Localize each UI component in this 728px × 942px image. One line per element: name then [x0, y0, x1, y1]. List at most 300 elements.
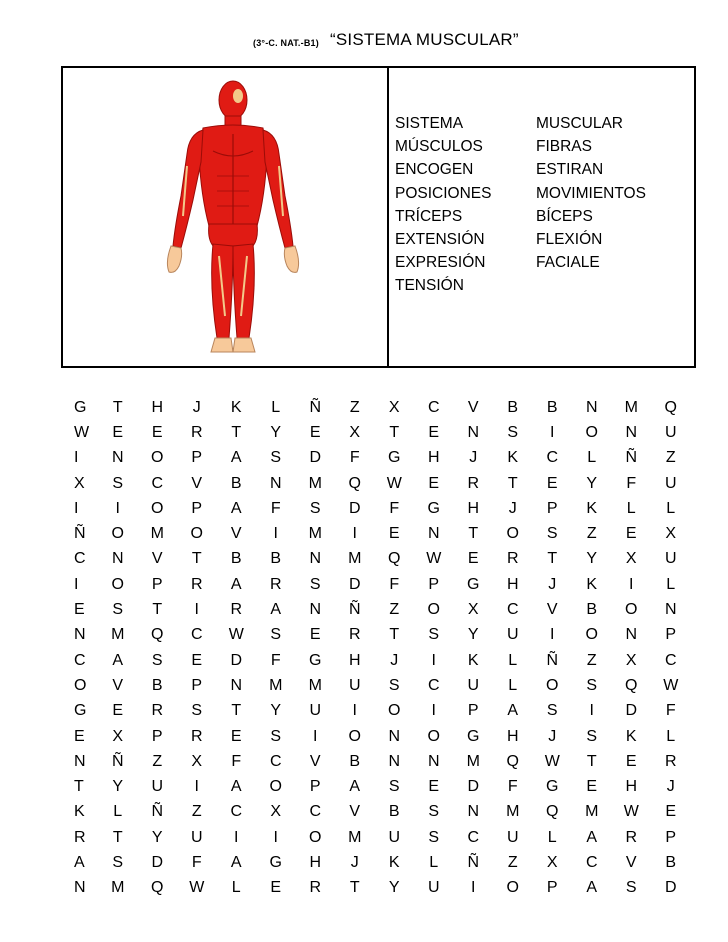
- grid-letter: K: [230, 398, 242, 416]
- grid-letter: Y: [270, 702, 282, 720]
- grid-letter: Z: [389, 601, 400, 619]
- grid-letter: T: [507, 474, 518, 492]
- grid-letter: E: [230, 727, 242, 745]
- grid-letter: F: [270, 651, 281, 669]
- grid-letter: N: [388, 727, 401, 745]
- grid-row: [62, 496, 698, 521]
- grid-letter: V: [349, 803, 361, 821]
- grid-letter: M: [308, 676, 322, 694]
- grid-letter: P: [309, 778, 321, 796]
- grid-letter: R: [664, 752, 677, 770]
- grid-letter: R: [269, 575, 282, 593]
- grid-letter: B: [388, 803, 400, 821]
- grid-letter: D: [230, 651, 243, 669]
- grid-letter: D: [625, 702, 638, 720]
- grid-letter: I: [194, 601, 199, 619]
- grid-letter: I: [234, 828, 239, 846]
- grid-letter: Z: [507, 853, 518, 871]
- grid-letter: V: [151, 550, 163, 568]
- grid-letter: S: [586, 676, 598, 694]
- grid-letter: P: [546, 879, 558, 897]
- grid-letter: U: [348, 676, 361, 694]
- grid-letter: Ñ: [151, 803, 164, 821]
- grid-letter: I: [550, 423, 555, 441]
- grid-letter: E: [665, 803, 677, 821]
- grid-letter: C: [546, 449, 559, 467]
- grid-letter: O: [388, 702, 401, 720]
- grid-letter: X: [665, 525, 677, 543]
- grid-letter: N: [111, 449, 124, 467]
- grid-letter: E: [270, 879, 282, 897]
- grid-letter: N: [269, 474, 282, 492]
- word-search-grid: [62, 395, 698, 901]
- grid-letter: O: [269, 778, 282, 796]
- grid-letter: K: [388, 853, 400, 871]
- grid-letter: Ñ: [546, 651, 559, 669]
- word-list-item: BÍCEPS: [536, 207, 593, 225]
- grid-row: [62, 850, 698, 875]
- word-list-pane: [389, 68, 694, 366]
- grid-letter: S: [546, 525, 558, 543]
- grid-letter: F: [626, 474, 637, 492]
- grid-letter: I: [313, 727, 318, 745]
- grid-letter: H: [427, 449, 440, 467]
- grid-letter: O: [309, 828, 322, 846]
- grid-letter: Y: [388, 879, 400, 897]
- grid-letter: O: [506, 525, 519, 543]
- grid-row: [62, 395, 698, 420]
- grid-letter: L: [547, 828, 557, 846]
- grid-letter: O: [585, 626, 598, 644]
- grid-letter: I: [471, 879, 476, 897]
- grid-letter: B: [230, 474, 242, 492]
- grid-letter: V: [112, 676, 124, 694]
- grid-letter: G: [269, 853, 282, 871]
- grid-row: [62, 623, 698, 648]
- grid-letter: R: [506, 550, 519, 568]
- grid-letter: J: [548, 575, 557, 593]
- word-list-item: MÚSCULOS: [395, 138, 483, 156]
- grid-letter: L: [508, 676, 518, 694]
- grid-letter: Z: [586, 651, 597, 669]
- word-list-item: FIBRAS: [536, 138, 592, 156]
- grid-letter: Q: [546, 803, 559, 821]
- grid-letter: M: [466, 752, 480, 770]
- grid-letter: K: [74, 803, 85, 821]
- illustration-pane: [63, 68, 387, 366]
- grid-letter: U: [664, 423, 677, 441]
- course-code: (3°-C. NAT.-B1): [253, 38, 319, 48]
- grid-row: [62, 471, 698, 496]
- grid-letter: F: [389, 499, 400, 517]
- grid-letter: B: [507, 398, 519, 416]
- grid-letter: S: [546, 702, 558, 720]
- grid-letter: O: [190, 525, 203, 543]
- grid-letter: O: [506, 879, 519, 897]
- grid-letter: M: [111, 879, 125, 897]
- grid-letter: C: [467, 828, 480, 846]
- grid-letter: T: [547, 550, 558, 568]
- grid-letter: X: [625, 651, 637, 669]
- grid-letter: S: [270, 727, 282, 745]
- grid-letter: F: [191, 853, 202, 871]
- grid-letter: E: [428, 423, 440, 441]
- grid-letter: T: [231, 702, 242, 720]
- grid-letter: W: [623, 803, 639, 821]
- grid-letter: N: [74, 879, 86, 897]
- grid-letter: U: [467, 676, 480, 694]
- grid-letter: R: [625, 828, 638, 846]
- grid-letter: Z: [586, 525, 597, 543]
- grid-letter: Z: [349, 398, 360, 416]
- grid-row: [62, 547, 698, 572]
- grid-letter: R: [230, 601, 243, 619]
- grid-letter: Y: [112, 778, 124, 796]
- grid-letter: U: [388, 828, 401, 846]
- grid-letter: L: [231, 879, 241, 897]
- grid-letter: O: [625, 601, 638, 619]
- grid-letter: I: [629, 575, 634, 593]
- grid-letter: Ñ: [111, 752, 124, 770]
- grid-letter: G: [74, 398, 87, 416]
- word-list-item: ESTIRAN: [536, 161, 604, 179]
- grid-letter: C: [190, 626, 203, 644]
- worksheet-header: [0, 28, 728, 58]
- grid-letter: F: [349, 449, 360, 467]
- grid-row: [62, 648, 698, 673]
- grid-letter: Ñ: [467, 853, 480, 871]
- grid-letter: T: [112, 828, 123, 846]
- grid-letter: L: [587, 449, 597, 467]
- grid-letter: A: [74, 853, 85, 871]
- grid-letter: D: [664, 879, 677, 897]
- grid-letter: O: [427, 601, 440, 619]
- grid-letter: W: [544, 752, 560, 770]
- grid-row: [62, 521, 698, 546]
- word-list-item: FACIALE: [536, 254, 600, 272]
- grid-letter: T: [349, 879, 360, 897]
- grid-letter: A: [112, 651, 124, 669]
- grid-letter: B: [546, 398, 558, 416]
- grid-letter: U: [309, 702, 322, 720]
- grid-letter: O: [348, 727, 361, 745]
- grid-letter: D: [348, 575, 361, 593]
- grid-letter: V: [546, 601, 558, 619]
- grid-letter: E: [309, 626, 321, 644]
- grid-letter: X: [270, 803, 282, 821]
- grid-letter: R: [348, 626, 361, 644]
- grid-letter: I: [589, 702, 594, 720]
- grid-letter: A: [230, 575, 242, 593]
- grid-row: [62, 876, 698, 901]
- grid-letter: G: [546, 778, 559, 796]
- grid-letter: L: [508, 651, 518, 669]
- grid-letter: S: [428, 803, 440, 821]
- grid-row: [62, 825, 698, 850]
- grid-letter: U: [151, 778, 164, 796]
- grid-letter: X: [625, 550, 637, 568]
- grid-letter: T: [152, 601, 163, 619]
- grid-letter: X: [191, 752, 203, 770]
- grid-letter: H: [506, 727, 519, 745]
- grid-letter: I: [352, 525, 357, 543]
- grid-letter: U: [664, 474, 677, 492]
- grid-letter: H: [309, 853, 322, 871]
- grid-letter: M: [585, 803, 599, 821]
- grid-letter: Q: [625, 676, 638, 694]
- grid-letter: I: [352, 702, 357, 720]
- word-list-row: [395, 205, 646, 228]
- grid-letter: N: [388, 752, 401, 770]
- word-list-row: [395, 228, 646, 251]
- grid-letter: O: [111, 525, 124, 543]
- word-list-item: EXTENSIÓN: [395, 231, 485, 249]
- grid-letter: S: [309, 499, 321, 517]
- grid-letter: S: [586, 727, 598, 745]
- grid-letter: I: [273, 525, 278, 543]
- grid-letter: D: [309, 449, 322, 467]
- grid-letter: T: [74, 778, 84, 796]
- grid-letter: A: [349, 778, 361, 796]
- grid-letter: L: [666, 727, 676, 745]
- grid-letter: Y: [586, 474, 598, 492]
- word-list-item: FLEXIÓN: [536, 231, 603, 249]
- grid-letter: S: [191, 702, 203, 720]
- grid-letter: B: [270, 550, 282, 568]
- grid-letter: M: [269, 676, 283, 694]
- grid-letter: W: [189, 879, 205, 897]
- grid-letter: S: [428, 828, 440, 846]
- grid-letter: I: [273, 828, 278, 846]
- grid-letter: X: [74, 474, 85, 492]
- grid-letter: G: [309, 651, 322, 669]
- grid-letter: V: [625, 853, 637, 871]
- grid-letter: A: [230, 499, 242, 517]
- grid-letter: P: [191, 449, 203, 467]
- grid-letter: O: [151, 449, 164, 467]
- grid-letter: E: [388, 525, 400, 543]
- grid-row: [62, 800, 698, 825]
- grid-letter: L: [113, 803, 123, 821]
- grid-letter: M: [308, 525, 322, 543]
- grid-letter: M: [624, 398, 638, 416]
- grid-letter: S: [112, 601, 124, 619]
- grid-letter: E: [546, 474, 558, 492]
- grid-letter: K: [507, 449, 519, 467]
- grid-letter: E: [74, 727, 85, 745]
- grid-letter: M: [111, 626, 125, 644]
- grid-letter: E: [625, 525, 637, 543]
- grid-letter: N: [74, 626, 86, 644]
- grid-letter: S: [270, 626, 282, 644]
- grid-letter: V: [191, 474, 203, 492]
- grid-letter: L: [271, 398, 281, 416]
- grid-letter: E: [586, 778, 598, 796]
- grid-letter: R: [309, 879, 322, 897]
- grid-letter: N: [664, 601, 677, 619]
- grid-letter: X: [112, 727, 124, 745]
- grid-letter: T: [231, 423, 242, 441]
- grid-letter: R: [151, 702, 164, 720]
- grid-row: [62, 749, 698, 774]
- grid-letter: K: [586, 575, 598, 593]
- grid-letter: Q: [348, 474, 361, 492]
- grid-letter: K: [467, 651, 479, 669]
- grid-letter: W: [386, 474, 402, 492]
- grid-letter: C: [309, 803, 322, 821]
- grid-letter: T: [586, 752, 597, 770]
- grid-letter: O: [111, 575, 124, 593]
- grid-letter: T: [389, 626, 400, 644]
- grid-letter: L: [626, 499, 636, 517]
- grid-letter: T: [112, 398, 123, 416]
- grid-letter: P: [191, 499, 203, 517]
- grid-letter: F: [507, 778, 518, 796]
- grid-letter: F: [389, 575, 400, 593]
- grid-letter: P: [151, 727, 163, 745]
- grid-letter: Q: [664, 398, 677, 416]
- grid-letter: H: [348, 651, 361, 669]
- grid-letter: W: [74, 423, 90, 441]
- grid-letter: F: [231, 752, 242, 770]
- grid-letter: E: [428, 778, 440, 796]
- grid-letter: C: [427, 398, 440, 416]
- grid-letter: W: [426, 550, 442, 568]
- grid-letter: T: [389, 423, 400, 441]
- grid-letter: C: [74, 550, 86, 568]
- grid-letter: S: [625, 879, 637, 897]
- grid-letter: E: [112, 423, 124, 441]
- grid-letter: A: [270, 601, 282, 619]
- grid-row: [62, 699, 698, 724]
- grid-letter: L: [666, 499, 676, 517]
- word-list-item: SISTEMA: [395, 115, 464, 132]
- grid-letter: B: [349, 752, 361, 770]
- word-list-item: ENCOGEN: [395, 161, 474, 179]
- grid-letter: E: [428, 474, 440, 492]
- grid-letter: L: [666, 575, 676, 593]
- grid-letter: N: [427, 752, 440, 770]
- word-list-row: [395, 251, 646, 274]
- grid-letter: W: [663, 676, 679, 694]
- grid-letter: E: [74, 601, 85, 619]
- grid-letter: Y: [467, 626, 479, 644]
- word-list-box: [61, 66, 696, 368]
- grid-letter: E: [151, 423, 163, 441]
- grid-letter: R: [190, 423, 203, 441]
- grid-letter: Q: [151, 626, 164, 644]
- grid-letter: D: [151, 853, 164, 871]
- grid-letter: Y: [586, 550, 598, 568]
- grid-letter: G: [74, 702, 87, 720]
- grid-letter: S: [309, 575, 321, 593]
- grid-letter: I: [431, 651, 436, 669]
- grid-letter: F: [665, 702, 676, 720]
- grid-letter: P: [665, 828, 677, 846]
- grid-letter: C: [664, 651, 677, 669]
- grid-letter: G: [467, 727, 480, 745]
- grid-letter: I: [431, 702, 436, 720]
- grid-letter: A: [586, 828, 598, 846]
- grid-letter: R: [467, 474, 480, 492]
- grid-letter: A: [507, 702, 519, 720]
- grid-letter: X: [388, 398, 400, 416]
- grid-letter: K: [625, 727, 637, 745]
- grid-letter: F: [270, 499, 281, 517]
- grid-row: [62, 673, 698, 698]
- grid-letter: A: [586, 879, 598, 897]
- grid-letter: I: [194, 778, 199, 796]
- grid-letter: N: [427, 525, 440, 543]
- grid-letter: D: [348, 499, 361, 517]
- grid-letter: H: [625, 778, 638, 796]
- grid-letter: A: [230, 778, 242, 796]
- grid-letter: N: [74, 752, 86, 770]
- grid-letter: E: [625, 752, 637, 770]
- grid-letter: C: [506, 601, 519, 619]
- grid-letter: T: [468, 525, 479, 543]
- grid-letter: O: [151, 499, 164, 517]
- grid-letter: I: [550, 626, 555, 644]
- word-list-item: POSICIONES: [395, 184, 492, 202]
- grid-letter: C: [585, 853, 598, 871]
- grid-letter: B: [230, 550, 242, 568]
- grid-letter: P: [665, 626, 677, 644]
- grid-row: [62, 597, 698, 622]
- muscular-system-illustration: [153, 76, 313, 366]
- grid-letter: G: [388, 449, 401, 467]
- grid-letter: N: [111, 550, 124, 568]
- grid-letter: O: [74, 676, 87, 694]
- grid-row: [62, 724, 698, 749]
- grid-letter: U: [190, 828, 203, 846]
- grid-letter: X: [467, 601, 479, 619]
- grid-letter: G: [427, 499, 440, 517]
- grid-letter: Z: [191, 803, 202, 821]
- grid-letter: J: [666, 778, 675, 796]
- grid-letter: E: [467, 550, 479, 568]
- grid-letter: N: [625, 626, 638, 644]
- grid-letter: N: [230, 676, 243, 694]
- grid-letter: S: [112, 474, 124, 492]
- grid-row: [62, 774, 698, 799]
- grid-letter: R: [190, 575, 203, 593]
- grid-letter: I: [74, 575, 79, 593]
- grid-letter: A: [230, 853, 242, 871]
- grid-letter: V: [467, 398, 479, 416]
- grid-letter: E: [112, 702, 124, 720]
- grid-letter: S: [112, 853, 124, 871]
- grid-letter: S: [388, 676, 400, 694]
- grid-letter: S: [151, 651, 163, 669]
- grid-letter: J: [548, 727, 557, 745]
- grid-letter: U: [427, 879, 440, 897]
- grid-letter: C: [230, 803, 243, 821]
- grid-letter: G: [467, 575, 480, 593]
- grid-letter: U: [506, 626, 519, 644]
- grid-letter: H: [151, 398, 164, 416]
- grid-letter: J: [350, 853, 359, 871]
- grid-letter: M: [150, 525, 164, 543]
- grid-letter: K: [586, 499, 598, 517]
- grid-letter: N: [625, 423, 638, 441]
- grid-letter: S: [270, 449, 282, 467]
- grid-letter: Ñ: [309, 398, 322, 416]
- grid-letter: Y: [151, 828, 163, 846]
- grid-letter: W: [228, 626, 244, 644]
- grid-letter: Z: [152, 752, 163, 770]
- grid-letter: V: [309, 752, 321, 770]
